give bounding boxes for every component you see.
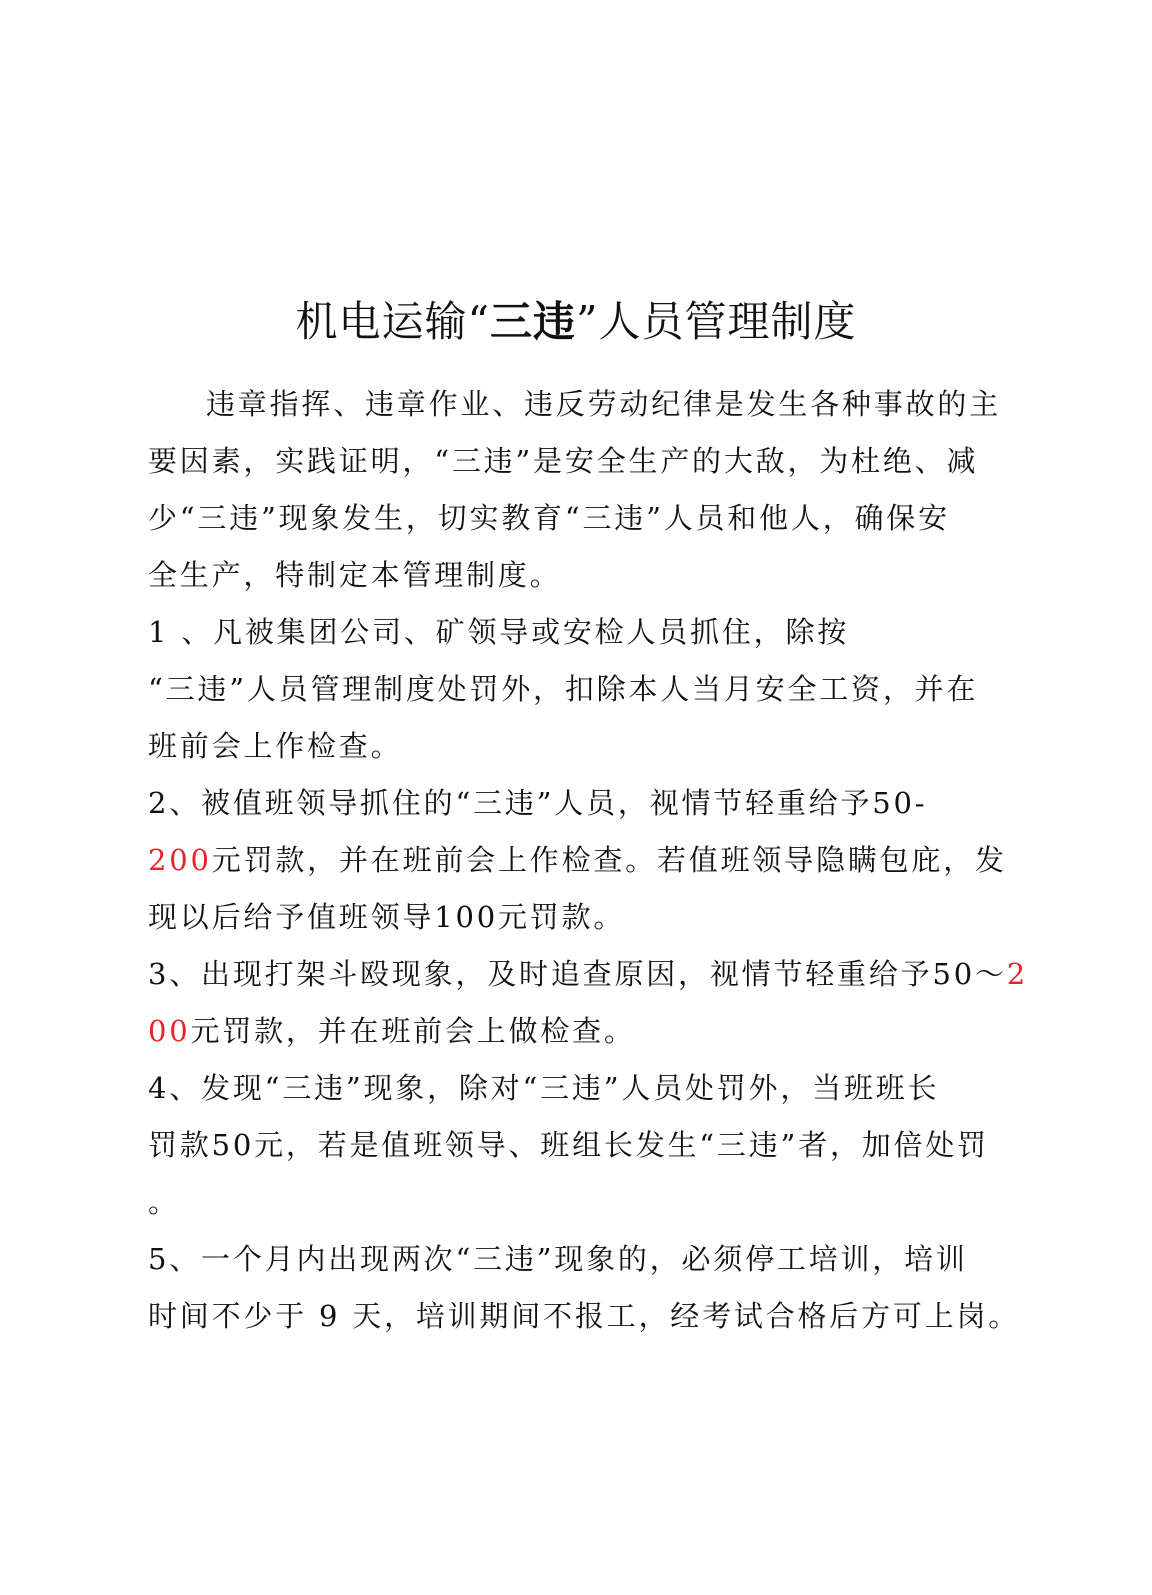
highlight-amount: 2 [1006, 957, 1029, 991]
document-body [148, 376, 1029, 1345]
body-line-5: 1 、凡被集团公司、矿领导或安检人员抓住，除按 [148, 615, 850, 649]
body-line-4: 全生产，特制定本管理制度。 [148, 558, 562, 592]
body-line-14: 罚款50元，若是值班领导、班组长发生“三违”者，加倍处罚 [148, 1128, 989, 1162]
body-line-13: 4、发现“三违”现象，除对“三违”人员处罚外，当班班长 [148, 1071, 940, 1105]
body-line-7: 班前会上作检查。 [148, 729, 403, 763]
body-line-3: 少“三违”现象发生，切实教育“三违”人员和他人，确保安 [148, 501, 950, 535]
body-line-9-text: 元罚款，并在班前会上作检查。若值班领导隐瞒包庇，发 [211, 843, 1007, 877]
body-line-16: 5、一个月内出现两次“三违”现象的，必须停工培训，培训 [148, 1242, 968, 1276]
body-line-8: 2、被值班领导抓住的“三违”人员，视情节轻重给予50- [148, 786, 928, 820]
highlight-amount: 00 [148, 1014, 191, 1048]
body-line-11-text: 3、出现打架斗殴现象，及时追查原因，视情节轻重给予50～ [148, 957, 1007, 991]
body-line-12 [148, 1003, 978, 1060]
title-part-3: ”人员管理制度 [576, 297, 857, 346]
body-line-15: 。 [148, 1185, 180, 1219]
body-line-1: 违章指挥、违章作业、违反劳动纪律是发生各种事故的主 [206, 387, 1002, 421]
document-title [0, 292, 1152, 352]
body-line-6: “三违”人员管理制度处罚外，扣除本人当月安全工资，并在 [148, 672, 979, 706]
body-line-12-text: 元罚款，并在班前会上做检查。 [190, 1014, 636, 1048]
highlight-amount: 200 [148, 843, 212, 877]
title-part-2: 三违 [489, 297, 576, 346]
body-line-17: 时间不少于 9 天，培训期间不报工，经考试合格后方可上岗。 [148, 1299, 1021, 1333]
title-part-1: 机电运输“ [295, 297, 490, 346]
body-line-10: 现以后给予值班领导100元罚款。 [148, 900, 626, 934]
body-line-11 [148, 946, 1029, 1003]
body-line-2: 要因素，实践证明，“三违”是安全生产的大敌，为杜绝、减 [148, 444, 979, 478]
body-line-9 [148, 832, 1007, 889]
